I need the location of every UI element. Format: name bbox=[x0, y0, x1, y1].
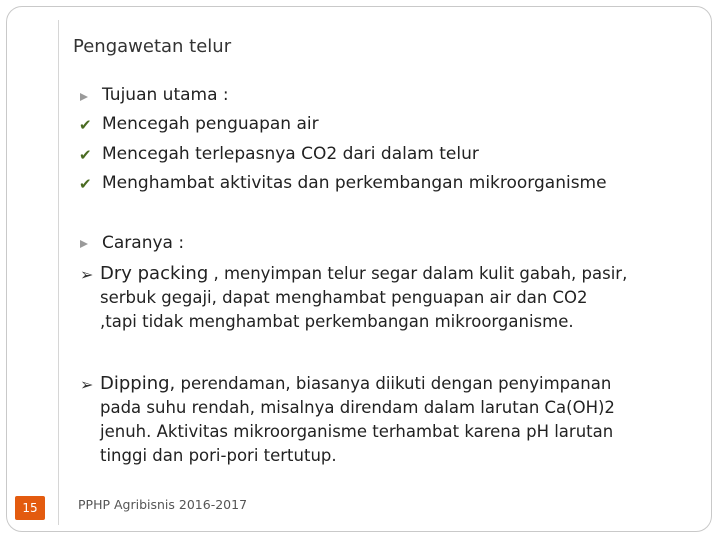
check-bullet-icon: ✔ bbox=[79, 175, 92, 193]
caranya-heading: Caranya : bbox=[102, 233, 185, 253]
tujuan-heading: Tujuan utama : bbox=[102, 85, 229, 105]
arrow-bullet-icon: ➢ bbox=[80, 265, 94, 284]
method-line: pada suhu rendah, misalnya direndam dalam larutan Ca(OH)2 bbox=[100, 398, 615, 417]
method-dry-packing bbox=[100, 262, 627, 334]
page-number-badge: 15 bbox=[15, 496, 45, 520]
method-lead: Dipping, bbox=[100, 373, 176, 394]
triangle-bullet-icon bbox=[80, 93, 88, 101]
method-dipping bbox=[100, 372, 615, 468]
method-line: jenuh. Aktivitas mikroorganisme terhambat karena pH larutan bbox=[100, 422, 614, 441]
method-lead: Dry packing bbox=[100, 263, 209, 284]
method-line: serbuk gegaji, dapat menghambat penguapan air dan CO2 bbox=[100, 288, 588, 307]
check-bullet-icon: ✔ bbox=[79, 116, 92, 134]
arrow-bullet-icon: ➢ bbox=[80, 375, 94, 394]
method-line: perendaman, biasanya diikuti dengan penyimpanan bbox=[175, 374, 612, 393]
method-line: tinggi dan pori-pori tertutup. bbox=[100, 446, 337, 465]
slide-title: Pengawetan telur bbox=[73, 36, 232, 57]
tujuan-item-2: Mencegah terlepasnya CO2 dari dalam telur bbox=[102, 144, 479, 164]
triangle-bullet-icon bbox=[80, 240, 88, 248]
tujuan-item-1: Mencegah penguapan air bbox=[102, 114, 319, 134]
left-divider bbox=[58, 20, 59, 525]
tujuan-item-3: Menghambat aktivitas dan perkembangan mikroorganisme bbox=[102, 173, 607, 193]
check-bullet-icon: ✔ bbox=[79, 146, 92, 164]
method-line: , menyimpan telur segar dalam kulit gabah, pasir, bbox=[208, 264, 628, 283]
method-line: ,tapi tidak menghambat perkembangan mikroorganisme. bbox=[100, 312, 574, 331]
slide-footer: PPHP Agribisnis 2016-2017 bbox=[78, 497, 248, 512]
